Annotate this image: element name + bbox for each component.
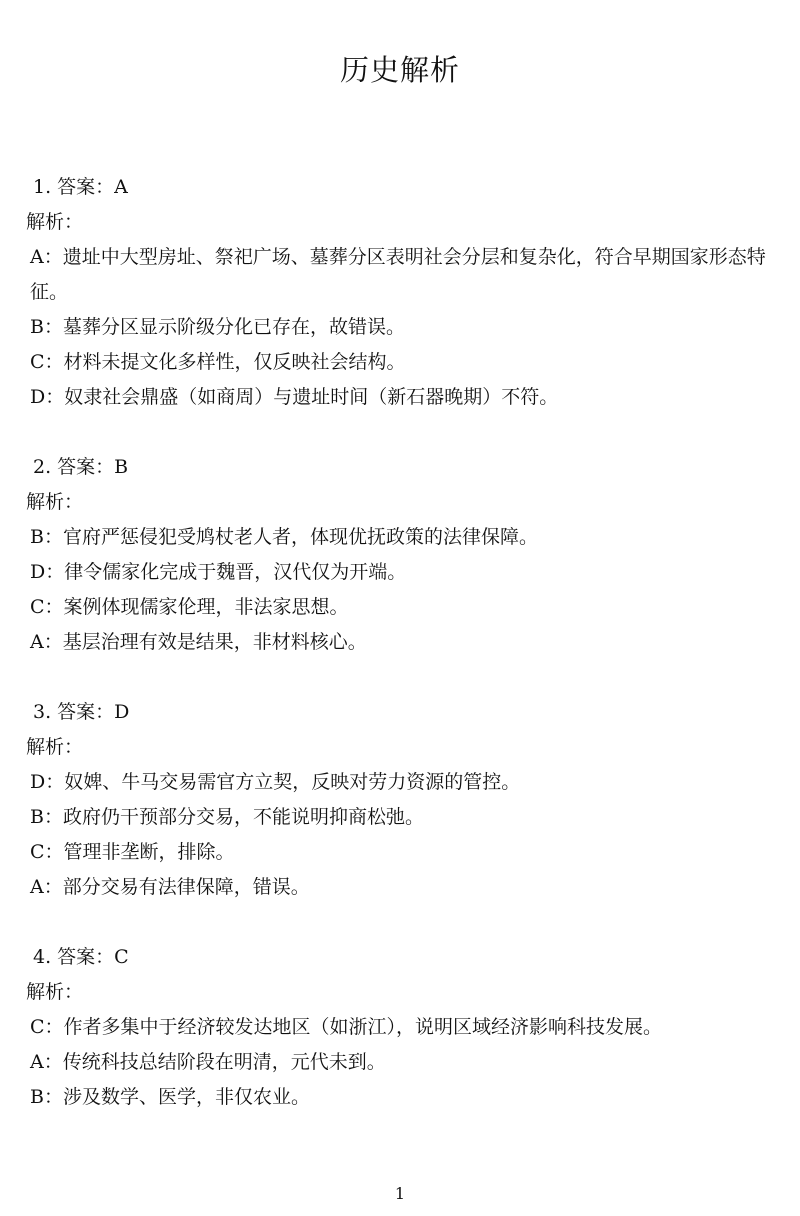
answer-line: 2. 答案：B <box>33 456 129 478</box>
answer-line: 1. 答案：A <box>33 176 128 198</box>
option-explanation: A：传统科技总结阶段在明清，元代未到。 <box>30 1051 386 1073</box>
analysis-label: 解析： <box>26 981 84 1003</box>
option-explanation: C：管理非垄断，排除。 <box>30 841 235 863</box>
question-2 <box>26 450 778 660</box>
question-4 <box>26 940 778 1115</box>
option-explanation: C：作者多集中于经济较发达地区（如浙江），说明区域经济影响科技发展。 <box>30 1016 663 1038</box>
analysis-label: 解析： <box>26 491 84 513</box>
question-3 <box>26 695 778 905</box>
option-explanation: D：奴隶社会鼎盛（如商周）与遗址时间（新石器晚期）不符。 <box>30 386 559 408</box>
page-number: 1 <box>394 1184 406 1203</box>
option-explanation: D：奴婢、牛马交易需官方立契，反映对劳力资源的管控。 <box>30 771 521 793</box>
question-1 <box>26 170 778 415</box>
option-explanation: C：材料未提文化多样性，仅反映社会结构。 <box>30 351 406 373</box>
analysis-label: 解析： <box>26 736 84 758</box>
analysis-label: 解析： <box>26 211 84 233</box>
option-explanation: A：部分交易有法律保障，错误。 <box>30 876 310 898</box>
option-explanation: B：涉及数学、医学，非仅农业。 <box>30 1086 310 1108</box>
option-explanation: A：基层治理有效是结果，非材料核心。 <box>30 631 367 653</box>
option-explanation: B：墓葬分区显示阶级分化已存在，故错误。 <box>30 316 405 338</box>
option-explanation: D：律令儒家化完成于魏晋，汉代仅为开端。 <box>30 561 407 583</box>
answer-line: 4. 答案：C <box>33 946 129 968</box>
option-explanation: A：遗址中大型房址、祭祀广场、墓葬分区表明社会分层和复杂化，符合早期国家形态特征。 <box>30 246 766 303</box>
option-explanation: B：官府严惩侵犯受鸠杖老人者，体现优抚政策的法律保障。 <box>30 526 538 548</box>
option-explanation: C：案例体现儒家伦理，非法家思想。 <box>30 596 349 618</box>
analysis-content <box>26 170 778 1150</box>
answer-line: 3. 答案：D <box>33 701 130 723</box>
option-explanation: B：政府仍干预部分交易，不能说明抑商松弛。 <box>30 806 424 828</box>
page-title: 历史解析 <box>339 53 460 87</box>
